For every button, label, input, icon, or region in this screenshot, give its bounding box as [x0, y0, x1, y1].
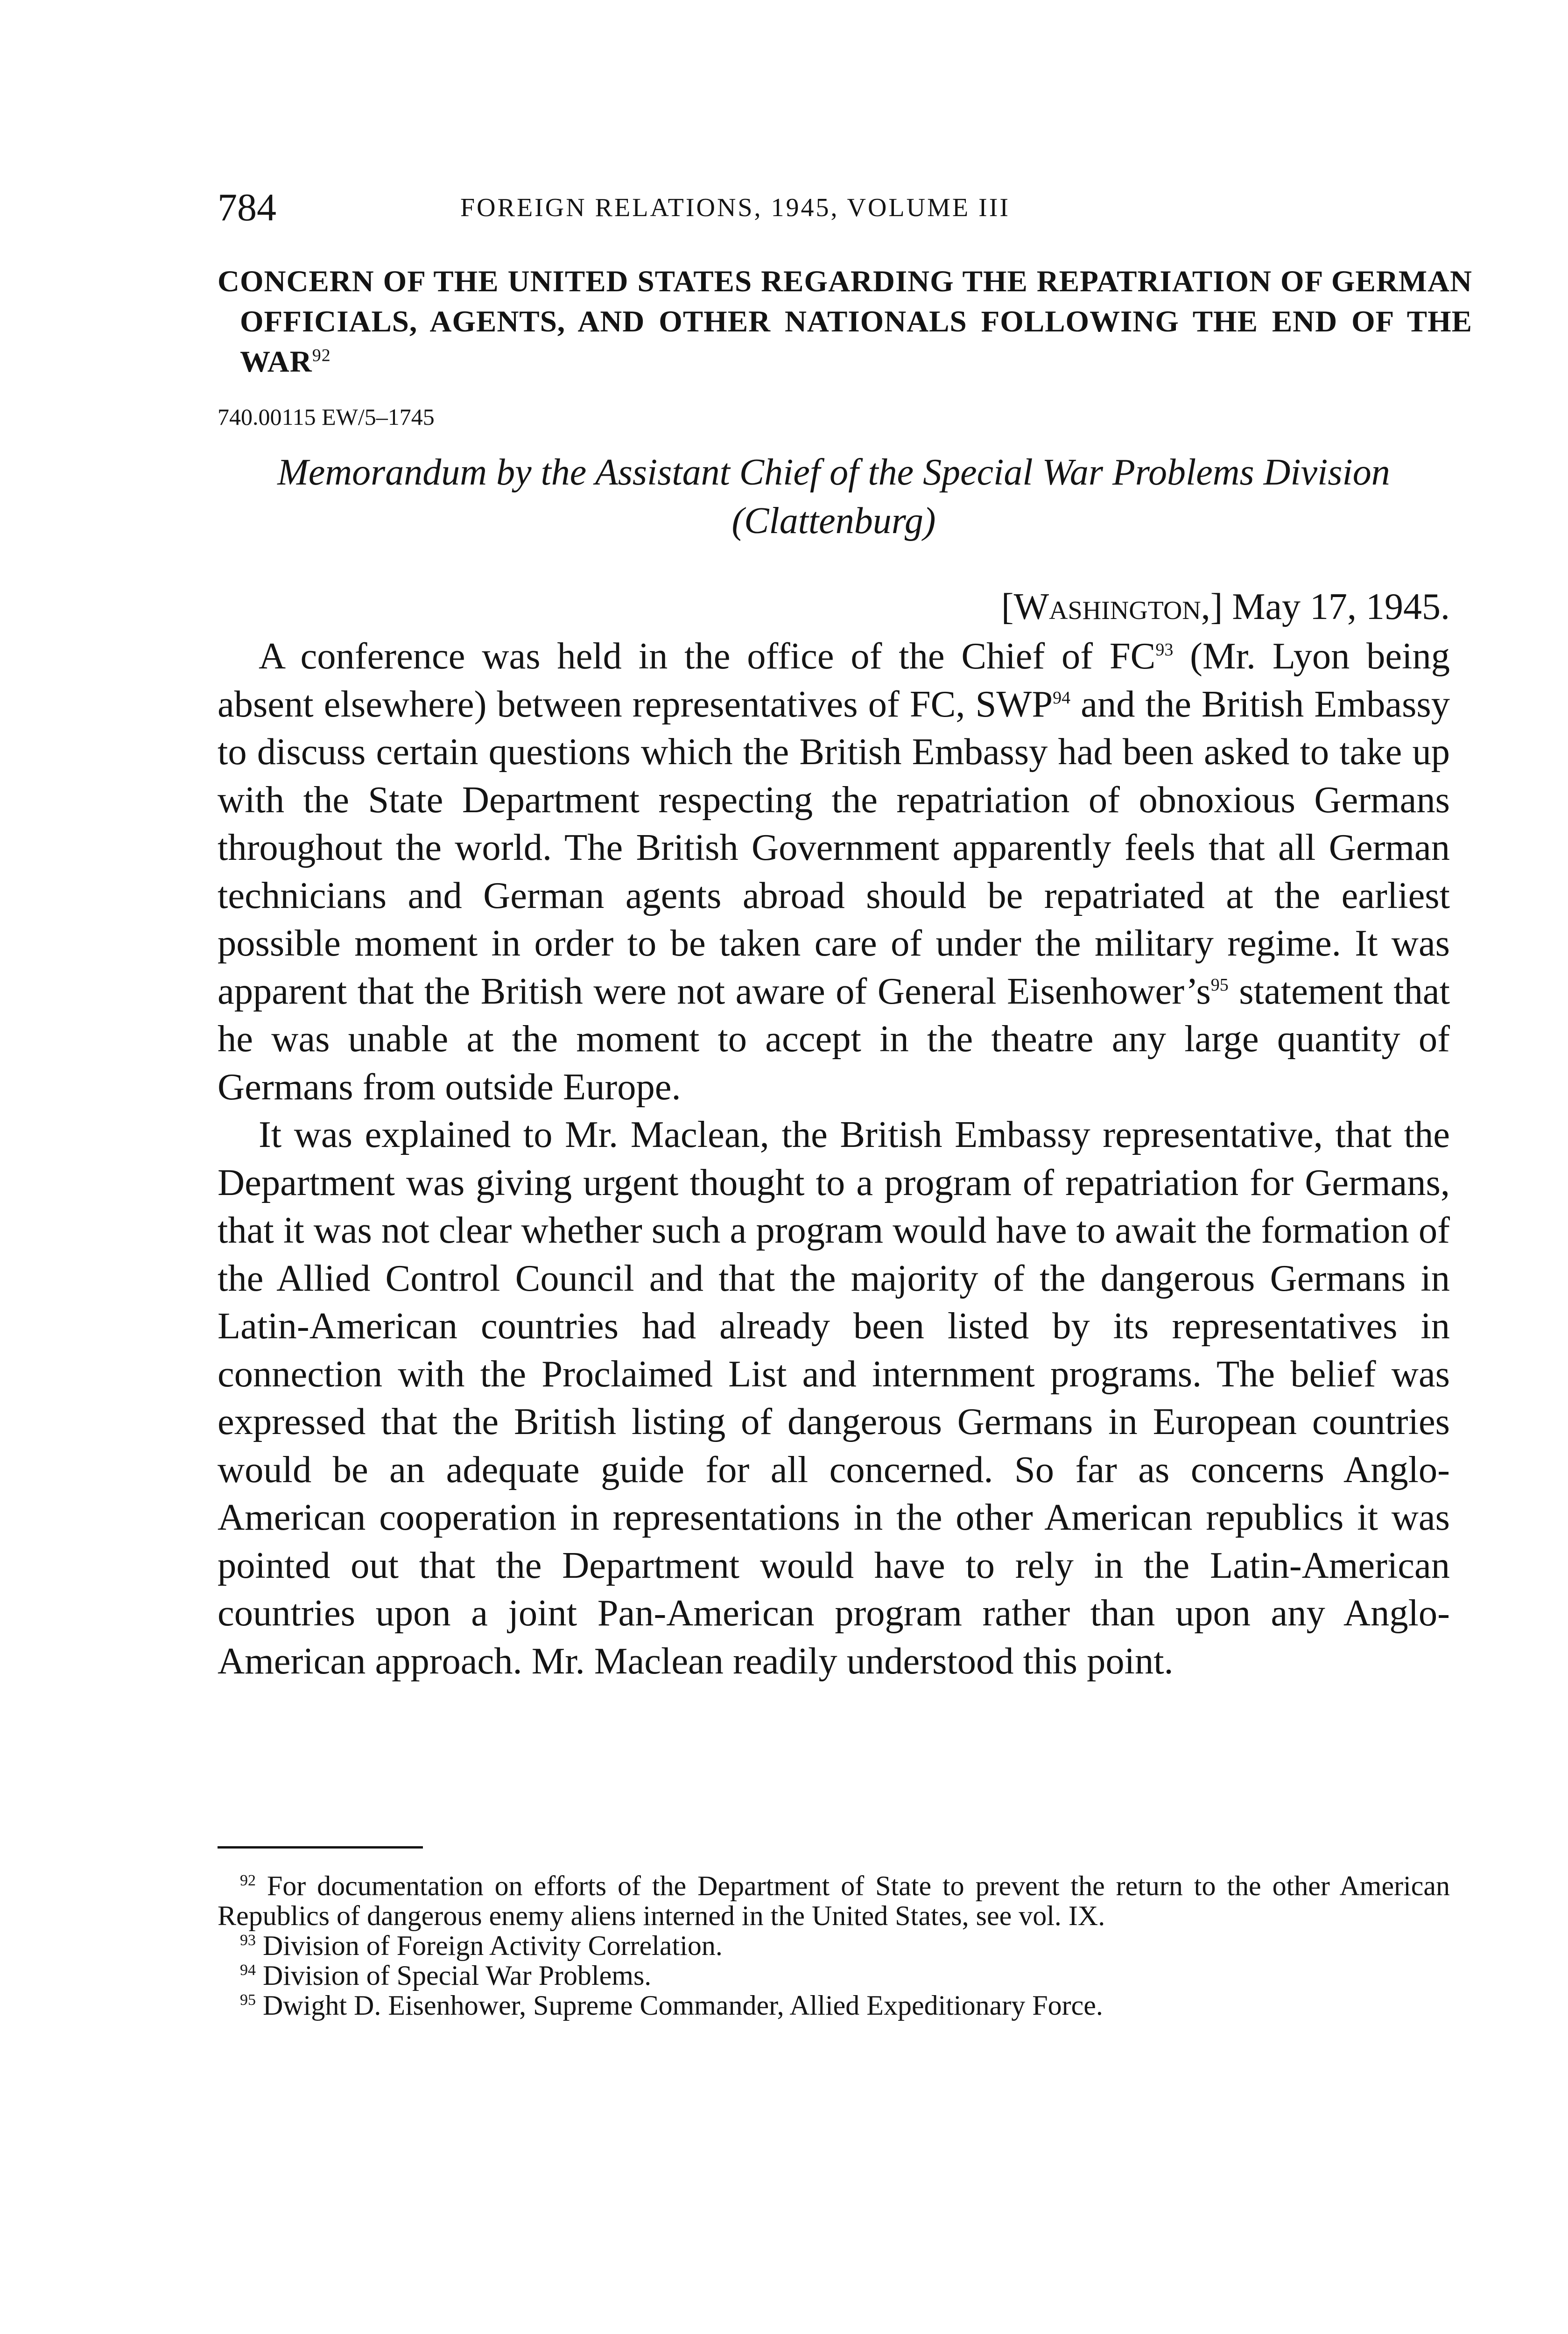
footnote-number: 92: [240, 1872, 256, 1889]
section-heading: [218, 261, 1472, 382]
dateline-place: [Washington,]: [1001, 586, 1223, 627]
paragraph-text: (Mr. Lyon being absent elsewhere) between representatives of FC, SWP: [218, 635, 1450, 725]
footnote-text: For documentation on efforts of the Department of State to prevent the return to the other American Republics of dangerous enemy aliens interned in the United States, see vol. IX.: [218, 1870, 1450, 1931]
footnote-text: Dwight D. Eisenhower, Supreme Commander, Allied Expeditionary Force.: [263, 1990, 1103, 2021]
footnote-reference: 93: [1155, 640, 1174, 660]
footnote: [218, 1961, 1450, 1990]
footnote-reference: 94: [1053, 688, 1071, 708]
memorandum-title: Memorandum by the Assistant Chief of the Special War Problems Division (Clattenburg): [277, 452, 1390, 541]
paragraph-text: statement that he was unable at the moment to accept in the theatre any large quantity of Germans from outside Europe.: [218, 970, 1450, 1108]
footnote-text: Division of Foreign Activity Correlation.: [263, 1930, 723, 1961]
footnote-divider: [218, 1846, 423, 1849]
footnote: [218, 1990, 1450, 2020]
page-number: 784: [218, 186, 276, 229]
running-head: [218, 184, 1445, 231]
footnote-reference: 95: [1210, 975, 1229, 995]
footnote: [218, 1931, 1450, 1961]
dateline: [1001, 584, 1450, 630]
file-number: 740.00115 EW/5–1745: [218, 404, 435, 430]
footnote-number: 93: [240, 1932, 256, 1949]
body-paragraph: [218, 633, 1450, 1111]
memorandum-body: [218, 633, 1450, 1685]
footnote-number: 95: [240, 1991, 256, 2009]
section-heading-text: CONCERN OF THE UNITED STATES REGARDING THE REPATRIATION OF GERMAN OFFICIALS, AGENTS, AND OTHER NATIONALS FOLLOWING THE END OF THE WAR: [218, 265, 1472, 379]
footnote-text: Division of Special War Problems.: [263, 1960, 652, 1991]
paragraph-text: and the British Embassy to discuss certain questions which the British Embassy had been asked to take up with the State Department respecting the repatriation of obnoxious Germans throughout the world. The British Government apparently feels that all German technicians and German agents abroad should be repatriated at the earliest possible moment in order to be taken care of under the military regime. It was apparent that the British were not aware of General Eisenhower’s: [218, 683, 1450, 1012]
footnotes: [218, 1871, 1450, 2020]
footnote-reference: 92: [312, 345, 331, 366]
dateline-date: May 17, 1945.: [1223, 586, 1450, 627]
paragraph-text: A conference was held in the office of the Chief of FC: [259, 635, 1156, 677]
body-paragraph: It was explained to Mr. Maclean, the British Embassy representative, that the Department was giving urgent thought to a program of repatriation for Germans, that it was not clear whether such a program would have to await the formation of the Allied Control Council and that the majority of the dangerous Germans in Latin-American countries had already been listed by its representatives in connection with the Proclaimed List and internment programs. The belief was expressed that the British listing of dangerous Germans in European countries would be an adequate guide for all concerned. So far as concerns Anglo-American cooperation in representations in the other American republics it was pointed out that the Department would have to rely in the Latin-American countries upon a joint Pan-American program rather than upon any Anglo-American approach. Mr. Maclean readily understood this point.: [218, 1114, 1450, 1682]
running-head-title: FOREIGN RELATIONS, 1945, VOLUME III: [460, 193, 1011, 222]
footnote-number: 94: [240, 1961, 256, 1979]
footnote: [218, 1871, 1450, 1931]
